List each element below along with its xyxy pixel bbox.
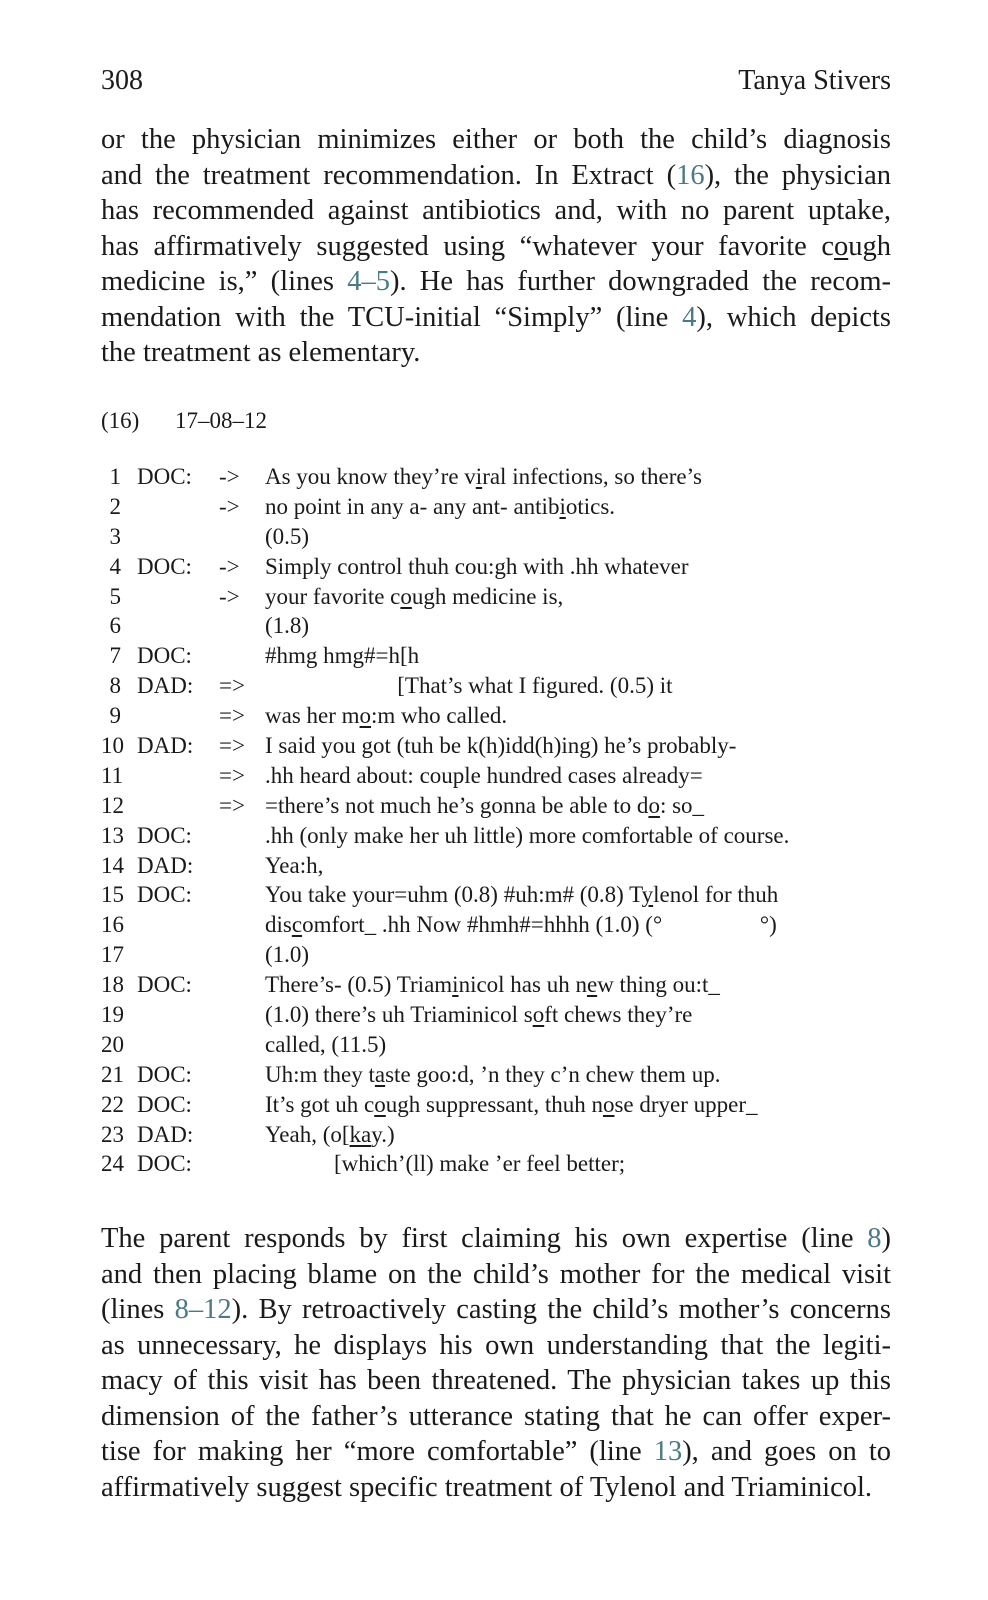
transcript-line [101, 821, 901, 851]
transcript-line [101, 731, 901, 761]
running-head: Tanya Stivers [738, 65, 891, 96]
transcript-arrow-marker: => [219, 673, 245, 699]
transcript-utterance: As you know they’re viral infections, so there’s [265, 464, 702, 489]
transcript-line-number: 7 [109, 643, 121, 669]
transcript-line [101, 880, 901, 910]
extract-id: 17–08–12 [175, 408, 267, 433]
page-number: 308 [101, 65, 143, 96]
transcript-utterance: Uh:m they taste goo:d, ’n they c’n chew them up. [265, 1061, 721, 1087]
transcript-utterance: no point in any a- any ant- antibiotics. [265, 493, 616, 519]
closing-paragraph [101, 1221, 891, 1505]
transcript-line [101, 462, 901, 492]
transcript-line-number: 4 [109, 553, 121, 579]
transcript-line [101, 1000, 901, 1030]
transcript-speaker: DOC: [137, 1151, 192, 1177]
transcript-speaker: DAD: [137, 673, 194, 699]
transcript-speaker: DOC: [137, 1091, 192, 1117]
transcript-speaker: DOC: [137, 464, 192, 489]
transcript [101, 462, 901, 1179]
transcript-arrow-marker: -> [219, 553, 240, 579]
transcript-speaker: DAD: [137, 1121, 194, 1147]
line-reference-link[interactable]: 4 [682, 301, 697, 333]
transcript-utterance: You take your=uhm (0.8) #uh:m# (0.8) Tylenol for thuh [265, 882, 779, 908]
intro-paragraph [101, 122, 891, 371]
transcript-line-number: 6 [109, 613, 121, 639]
paragraph-line: affirmatively suggest specific treatment of Tylenol and Triaminicol. [101, 1471, 873, 1503]
transcript-arrow-marker: -> [219, 464, 240, 489]
transcript-arrow-marker: => [219, 762, 245, 788]
transcript-line [101, 910, 901, 940]
transcript-utterance: [which’(ll) make ’er feel better; [265, 1151, 626, 1177]
book-page [101, 0, 891, 1600]
transcript-line-number: 14 [101, 852, 124, 878]
transcript-line-number: 22 [101, 1091, 124, 1117]
transcript-arrow-marker: => [219, 792, 245, 818]
transcript-utterance: Yea:h, [265, 852, 324, 878]
transcript-line-number: 10 [101, 733, 124, 759]
extract-reference-link[interactable]: 16 [676, 159, 705, 191]
transcript-utterance: [That’s what I figured. (0.5) it [265, 673, 673, 699]
transcript-line [101, 1149, 901, 1179]
transcript-line [101, 1120, 901, 1150]
transcript-arrow-marker: => [219, 733, 245, 759]
line-reference-link[interactable]: 13 [653, 1436, 683, 1467]
transcript-speaker: DAD: [137, 733, 194, 759]
transcript-utterance: called, (11.5) [265, 1031, 387, 1057]
transcript-line-number: 5 [109, 583, 121, 609]
transcript-line-number: 3 [109, 523, 121, 549]
transcript-line [101, 851, 901, 881]
transcript-line-number: 12 [101, 792, 124, 818]
transcript-line-number: 9 [109, 703, 121, 729]
transcript-line-number: 18 [101, 972, 124, 998]
paragraph-line: and the treatment recommendation. In Extract (16), the physician [101, 159, 891, 191]
transcript-line [101, 611, 901, 641]
page-header [101, 64, 891, 98]
transcript-speaker: DOC: [137, 553, 192, 579]
transcript-line [101, 552, 901, 582]
transcript-line-number: 20 [101, 1031, 124, 1057]
transcript-line-number: 21 [101, 1061, 124, 1087]
transcript-line-number: 13 [101, 822, 124, 848]
transcript-line [101, 671, 901, 701]
paragraph-line: as unnecessary, he displays his own understanding that the legiti- [101, 1329, 891, 1361]
transcript-utterance: I said you got (tuh be k(h)idd(h)ing) he’s probably- [265, 733, 737, 759]
transcript-line-number: 16 [101, 912, 124, 938]
line-reference-link[interactable]: 8 [867, 1223, 882, 1254]
transcript-line [101, 701, 901, 731]
transcript-utterance: (1.0) there’s uh Triaminicol soft chews they’re [265, 1002, 693, 1028]
transcript-utterance: Yeah, (o[kay.) [265, 1121, 395, 1147]
transcript-utterance: was her mo:m who called. [265, 703, 508, 729]
transcript-arrow-marker: -> [219, 583, 240, 609]
transcript-speaker: DAD: [137, 852, 194, 878]
transcript-utterance: =there’s not much he’s gonna be able to do: so_ [265, 792, 705, 818]
paragraph-line: has affirmatively suggested using “whatever your favorite cough [101, 230, 891, 262]
transcript-line-number: 8 [109, 673, 121, 699]
transcript-line [101, 582, 901, 612]
transcript-line-number: 15 [101, 882, 124, 908]
transcript-line-number: 2 [109, 493, 121, 519]
paragraph-line: tise for making her “more comfortable” (line 13), and goes on to [101, 1436, 891, 1467]
transcript-utterance: (1.0) [265, 942, 310, 968]
transcript-speaker: DOC: [137, 1061, 192, 1087]
transcript-utterance: There’s- (0.5) Triaminicol has uh new thing ou:t_ [265, 972, 720, 998]
transcript-utterance: .hh heard about: couple hundred cases already= [265, 762, 703, 788]
extract-number: (16) [101, 408, 140, 433]
transcript-line-number: 1 [109, 464, 121, 489]
transcript-speaker: DOC: [137, 972, 192, 998]
transcript-line-number: 17 [101, 942, 124, 968]
paragraph-line: has recommended against antibiotics and, with no parent uptake, [101, 195, 891, 226]
transcript-line-number: 19 [101, 1002, 124, 1028]
transcript-utterance: (0.5) [265, 523, 310, 549]
paragraph-line: macy of this visit has been threatened. The physician takes up this [101, 1365, 891, 1396]
transcript-line-number: 23 [101, 1121, 124, 1147]
transcript-speaker: DOC: [137, 643, 192, 669]
transcript-arrow-marker: => [219, 703, 245, 729]
transcript-utterance: your favorite cough medicine is, [265, 583, 564, 609]
transcript-line [101, 492, 901, 522]
transcript-utterance: .hh (only make her uh little) more comfortable of course. [265, 822, 790, 848]
transcript-line [101, 940, 901, 970]
transcript-line [101, 1090, 901, 1120]
transcript-line-number: 24 [101, 1151, 124, 1177]
extract-label [101, 407, 267, 435]
transcript-utterance: #hmg hmg#=h[h [265, 643, 420, 669]
line-reference-link[interactable]: 8–12 [174, 1294, 232, 1325]
transcript-speaker: DOC: [137, 882, 192, 908]
transcript-line [101, 1060, 901, 1090]
transcript-utterance: discomfort_ .hh Now #hmh#=hhhh (1.0) (° °) [265, 912, 777, 938]
paragraph-line: or the physician minimizes either or both the child’s diagnosis [101, 124, 891, 155]
paragraph-line: The parent responds by first claiming his own expertise (line 8) [101, 1223, 891, 1254]
paragraph-line: the treatment as elementary. [101, 337, 421, 368]
transcript-utterance: It’s got uh cough suppressant, thuh nose dryer upper_ [265, 1091, 758, 1117]
line-reference-link[interactable]: 4–5 [347, 266, 390, 297]
transcript-line-number: 11 [101, 762, 124, 788]
paragraph-line: medicine is,” (lines 4–5). He has further downgraded the recom- [101, 266, 891, 297]
paragraph-line: (lines 8–12). By retroactively casting the child’s mother’s concerns [101, 1294, 891, 1325]
transcript-line [101, 970, 901, 1000]
paragraph-line: and then placing blame on the child’s mother for the medical visit [101, 1258, 891, 1290]
paragraph-line: dimension of the father’s utterance stating that he can offer exper- [101, 1400, 891, 1432]
transcript-utterance: Simply control thuh cou:gh with .hh whatever [265, 553, 689, 579]
transcript-utterance: (1.8) [265, 613, 310, 639]
transcript-line [101, 641, 901, 671]
transcript-line [101, 1030, 901, 1060]
transcript-line [101, 761, 901, 791]
transcript-speaker: DOC: [137, 822, 192, 848]
transcript-line [101, 522, 901, 552]
paragraph-line: mendation with the TCU-initial “Simply” (line 4), which depicts [101, 301, 892, 333]
transcript-arrow-marker: -> [219, 493, 240, 519]
transcript-line [101, 791, 901, 821]
